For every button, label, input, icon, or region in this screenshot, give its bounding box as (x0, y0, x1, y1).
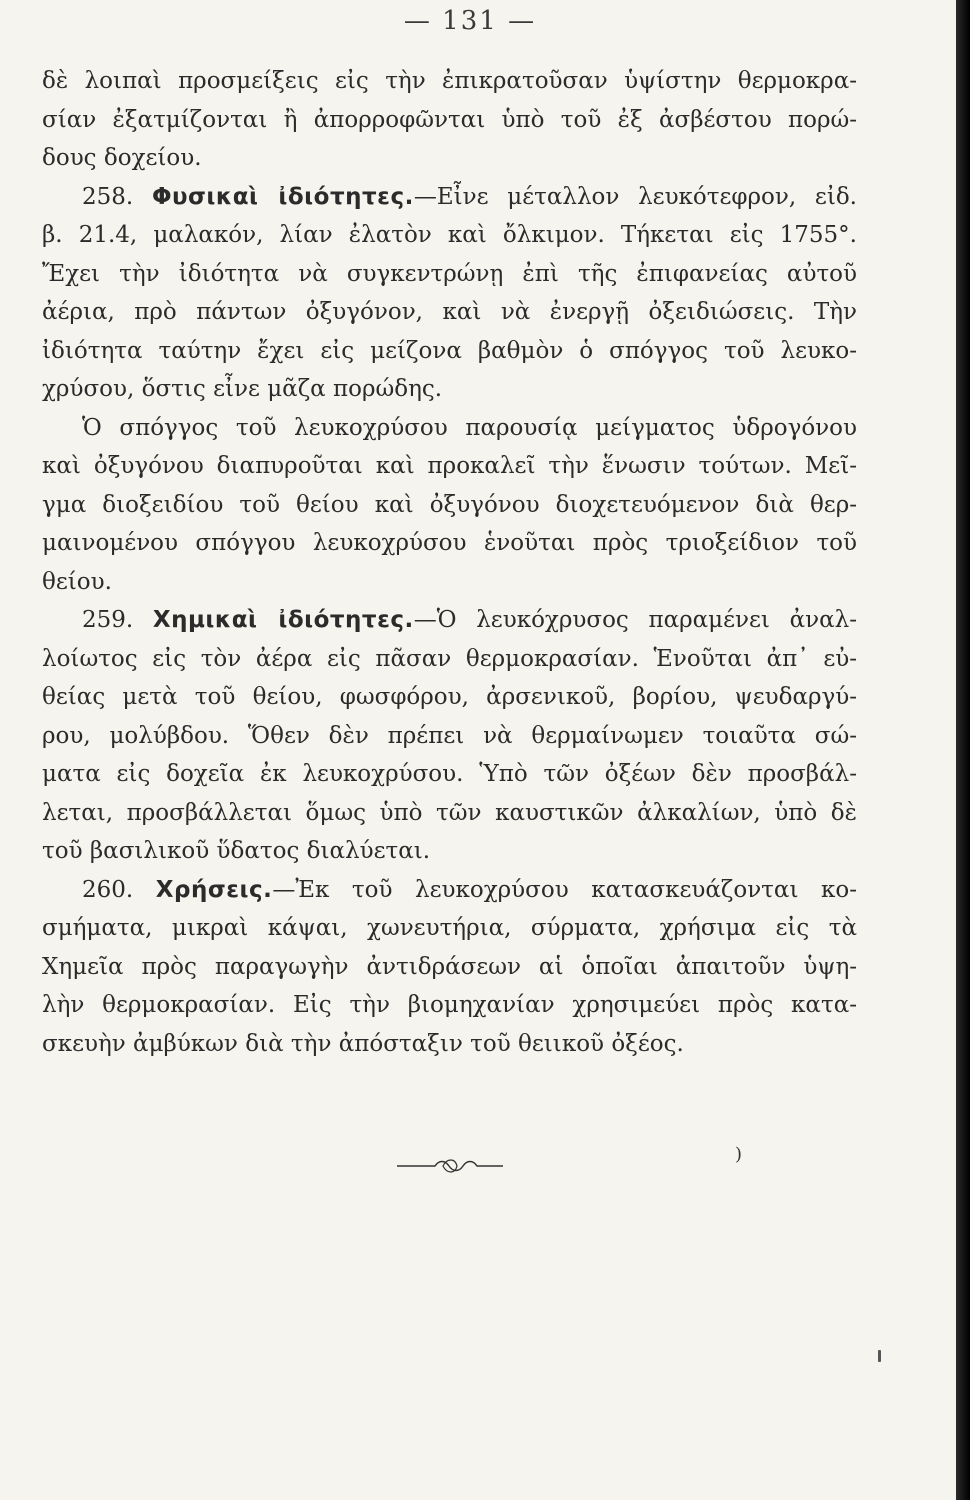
section-text: —Ὁ λευκόχρυσος παραμένει ἀναλ- (413, 607, 857, 633)
section-number: 260. (82, 876, 134, 903)
text-line: λὴν θερμοκρασίαν. Εἰς τὴν βιομηχανίαν χρησιμεύει πρὸς κατα- (42, 992, 857, 1018)
page-number: — 131 — (403, 6, 537, 36)
text-line: λεται, προσβάλλεται ὅμως ὑπὸ τῶν καυστικῶν ἀλκαλίων, ὑπὸ δὲ (42, 799, 857, 826)
text-line: θείας μετὰ τοῦ θείου, φωσφόρου, ἀρσενικοῦ, βορίου, ψευδαργύ- (42, 684, 857, 710)
text-line: σίαν ἐξατμίζονται ἢ ἀπορροφῶνται ὑπὸ τοῦ ἐξ ἀσβέστου πορώ- (42, 106, 857, 133)
text-line: β. 21.4, μαλακόν, λίαν ἐλατὸν καὶ ὄλκιμον. Τήκεται εἰς 1755°. (42, 222, 857, 248)
section-number: 258. (82, 183, 134, 210)
text-line: τοῦ βασιλικοῦ ὕδατος διαλύεται. (42, 838, 431, 864)
text-line: ματα εἰς δοχεῖα ἐκ λευκοχρύσου. Ὑπὸ τῶν ὀξέων δὲν προσβάλ- (42, 761, 857, 787)
section-heading: Χρήσεις. (155, 876, 273, 903)
text-line: χρύσου, ὅστις εἶνε μᾶζα πορώδης. (42, 376, 443, 402)
text-line: Χημεῖα πρὸς παραγωγὴν ἀντιδράσεων αἱ ὁποῖαι ἀπαιτοῦν ὑψη- (42, 953, 857, 980)
ornamental-divider (395, 1148, 505, 1178)
text-line: ἰδιότητα ταύτην ἔχει εἰς μείζονα βαθμὸν ὁ σπόγγος τοῦ λευκο- (42, 337, 857, 364)
section-text: —Ἐκ τοῦ λευκοχρύσου κατασκευάζονται κο- (272, 876, 857, 903)
text-line: Ὁ σπόγγος τοῦ λευκοχρύσου παρουσίᾳ μείγματος ὑδρογόνου (82, 414, 857, 441)
margin-mark: ) (735, 1144, 743, 1165)
section-259-heading-line (42, 601, 857, 640)
text-line: ἀέρια, πρὸ πάντων ὀξυγόνον, καὶ νὰ ἐνεργῇ ὀξειδιώσεις. Τὴν (42, 299, 857, 325)
section-260-heading-line (42, 871, 857, 910)
text-line: ρου, μολύβδου. Ὅθεν δὲν πρέπει νὰ θερμαίνωμεν τοιαῦτα σώ- (42, 722, 857, 749)
text-line: δους δοχείου. (42, 145, 202, 171)
text-line: γμα διοξειδίου τοῦ θείου καὶ ὀξυγόνου διοχετευόμενον διὰ θερ- (42, 491, 857, 518)
text-line: θείου. (42, 568, 112, 595)
text-line: δὲ λοιπαὶ προσμείξεις εἰς τὴν ἐπικρατοῦσαν ὑψίστην θερμοκρα- (42, 68, 857, 94)
ink-speck (878, 1350, 881, 1362)
section-heading: Φυσικαὶ ἰδιότητες. (151, 183, 414, 210)
text-line: σκευὴν ἀμβύκων διὰ τὴν ἀπόσταξιν τοῦ θειικοῦ ὀξέος. (42, 1030, 684, 1057)
section-number: 259. (82, 607, 134, 633)
text-line: μαινομένου σπόγγου λευκοχρύσου ἑνοῦται πρὸς τριοξείδιον τοῦ (42, 530, 857, 556)
page-binding-edge (956, 0, 970, 1500)
text-line: σμήματα, μικραὶ κάψαι, χωνευτήρια, σύρματα, χρήσιμα εἰς τὰ (42, 915, 857, 941)
text-line: Ἔχει τὴν ἰδιότητα νὰ συγκεντρώνῃ ἐπὶ τῆς ἐπιφανείας αὐτοῦ (42, 260, 857, 287)
text-line: λοίωτος εἰς τὸν ἀέρα εἰς πᾶσαν θερμοκρασίαν. Ἑνοῦται ἀπ᾽ εὐ- (42, 645, 857, 672)
section-text: —Εἶνε μέταλλον λευκότεφρον, εἰδ. (413, 183, 857, 210)
section-258-heading-line (42, 178, 857, 217)
body-text (42, 62, 857, 1063)
section-heading: Χημικαὶ ἰδιότητες. (152, 607, 414, 633)
text-line: καὶ ὀξυγόνου διαπυροῦται καὶ προκαλεῖ τὴν ἕνωσιν τούτων. Μεῖ- (42, 453, 857, 479)
